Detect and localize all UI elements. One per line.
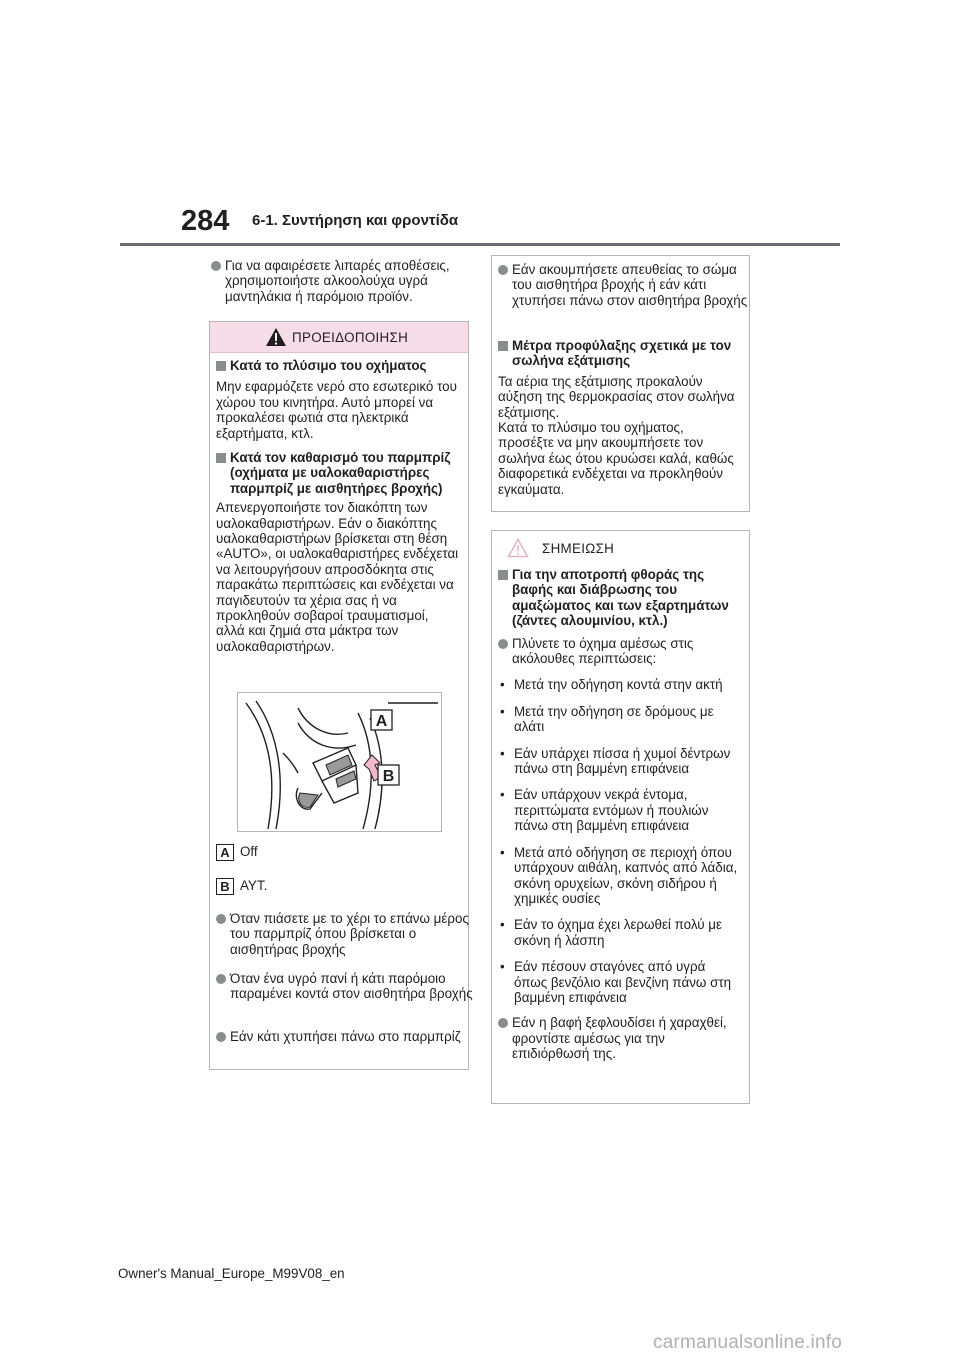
- notice-item: • Εάν υπάρχει πίσσα ή χυμοί δέντρων πάνω στη βαμμένη επιφάνεια: [500, 745, 731, 777]
- notice-closing: Εάν η βαφή ξεφλουδίσει ή χαραχθεί, φροντίστε αμέσως για την επιδιόρθωσή της.: [498, 1015, 742, 1061]
- warning-text-2: Απενεργοποιήστε τον διακόπτη των υαλοκαθαριστήρων. Εάν ο διακόπτης υαλοκαθαριστήρων βρίσκεται στη θέση «AUTO», οι υαλοκαθαριστήρες ενδέχεται να λειτουργήσουν απροσδόκητα στις παρακάτω περιπτώσεις και ενδέχεται να παγιδευτούν τα χέρια σας ή να προκληθούν σοβαροί τραυματισμοί, αλλά και ζημιά στα μάκτρα των υαλοκαθαριστήρων.: [216, 500, 459, 654]
- bullet-dot-icon: [498, 265, 508, 275]
- square-bullet-icon: [216, 453, 226, 463]
- notice-item: • Εάν υπάρχουν νεκρά έντομα, περιττώματα εντόμων ή πουλιών πάνω στη βαμμένη επιφάνεια: [500, 787, 709, 834]
- notice-item: • Μετά από οδήγηση σε περιοχή όπου υπάρχουν αιθάλη, καπνός από λάδια, σκόνη ορυχείων, σκόνη σιδήρου ή χημικές ουσίες: [500, 844, 738, 906]
- warning-title: ΠΡΟΕΙΔΟΠΟΙΗΣΗ: [292, 330, 409, 345]
- notice-item: • Εάν το όχημα έχει λερωθεί πολύ με σκόνη ή λάσπη: [500, 917, 722, 948]
- warning-heading-2: Κατά τον καθαρισμό του παρμπρίζ (οχήματα με υαλοκαθαριστήρες παρμπρίζ με αισθητήρες βροχής): [216, 450, 460, 496]
- exhaust-section: [498, 338, 742, 497]
- bullet-dot-icon: [498, 639, 508, 649]
- warning-bullet-1: Όταν πιάσετε με το χέρι το επάνω μέρος του παρμπρίζ όπου βρίσκεται ο αισθητήρας βροχής: [216, 911, 474, 957]
- watermark: carmanualsonline.info: [652, 1332, 842, 1353]
- legend-a: [216, 844, 258, 861]
- legend-b-text: AYT.: [240, 878, 268, 894]
- warning-section-1: [216, 358, 460, 441]
- legend-a-text: Off: [240, 844, 258, 860]
- intro-text: Για να αφαιρέσετε λιπαρές αποθέσεις, χρησιμοποιήστε αλκοολούχα υγρά μαντηλάκια ή παρόμοιο προϊόν.: [225, 258, 450, 304]
- warning-header: [210, 322, 468, 353]
- page-number: 284: [181, 205, 230, 237]
- warning-triangle-icon: [265, 327, 287, 347]
- warning-heading-1: Κατά το πλύσιμο του οχήματος: [216, 358, 460, 373]
- bullet-dot-icon: [216, 974, 226, 984]
- notice-title: ΣΗΜΕΙΩΣΗ: [542, 541, 615, 556]
- wiper-lever-illustration: [238, 693, 441, 831]
- notice-triangle-icon: [507, 538, 529, 558]
- square-bullet-icon: [216, 361, 226, 371]
- bullet-dot-icon: [211, 261, 221, 271]
- notice-item: • Μετά την οδήγηση σε δρόμους με αλάτι: [500, 703, 714, 735]
- notice-item: • Μετά την οδήγηση κοντά στην ακτή: [500, 677, 723, 693]
- figure-label-a: A: [375, 713, 388, 730]
- warning-bullet-3: Εάν κάτι χτυπήσει πάνω στο παρμπρίζ: [216, 1029, 474, 1044]
- square-bullet-icon: [498, 570, 508, 580]
- warning-bullet-2: Όταν ένα υγρό πανί ή κάτι παρόμοιο παραμένει κοντά στον αισθητήρα βροχής: [216, 971, 474, 1002]
- warning-text-1: Μην εφαρμόζετε νερό στο εσωτερικό του χώρου του κινητήρα. Αυτό μπορεί να προκαλέσει φωτιά στα ηλεκτρικά εξαρτήματα, κτλ.: [216, 379, 457, 441]
- notice-box: [491, 530, 750, 1104]
- legend-key-a: A: [216, 844, 234, 861]
- warning-continuation-box: [491, 255, 750, 512]
- notice-content: [498, 567, 742, 1062]
- exhaust-text-2: Κατά το πλύσιμο του οχήματος, προσέξτε να μην ακουμπήσετε τον σωλήνα έως ότου κρυώσει καλά, καθώς διαφορετικά ενδέχεται να προκληθούν εγκαύματα.: [498, 420, 734, 497]
- figure-label-b: B: [382, 768, 395, 785]
- bullet-dot-icon: [498, 1018, 508, 1028]
- square-bullet-icon: [498, 341, 508, 351]
- exhaust-heading: Μέτρα προφύλαξης σχετικά με τον σωλήνα εξάτμισης: [498, 338, 742, 369]
- warning-section-2: [216, 450, 460, 654]
- notice-heading: Για την αποτροπή φθοράς της βαφής και διάβρωσης του αμαξώματος και των εξαρτημάτων (ζάντες αλουμινίου, κτλ.): [498, 567, 742, 629]
- bullet-dot-icon: [216, 914, 226, 924]
- intro-paragraph: [211, 258, 483, 304]
- bullet-dot-icon: [216, 1032, 226, 1042]
- legend-key-b: B: [216, 878, 234, 895]
- notice-intro: Πλύνετε το όχημα αμέσως στις ακόλουθες περιπτώσεις:: [498, 636, 742, 667]
- footer-text: Owner's Manual_Europe_M99V08_en: [118, 1266, 345, 1281]
- legend-b: [216, 878, 267, 895]
- notice-item: • Εάν πέσουν σταγόνες από υγρά όπως βενζόλιο και βενζίνη πάνω στη βαμμένη επιφάνεια: [500, 959, 732, 1005]
- header-rule: [120, 243, 840, 246]
- notice-header: [492, 531, 749, 564]
- section-title: 6-1. Συντήρηση και φροντίδα: [252, 212, 459, 229]
- wiper-switch-figure: [237, 692, 442, 832]
- warning-box: [209, 321, 473, 1070]
- exhaust-text-1: Τα αέρια της εξάτμισης προκαλούν αύξηση της θερμοκρασίας στον σωλήνα εξάτμισης.: [498, 373, 735, 420]
- rain-sensor-bullet: Εάν ακουμπήσετε απευθείας το σώμα του αισθητήρα βροχής ή εάν κάτι χτυπήσει πάνω στον αισθητήρα βροχής: [498, 262, 756, 308]
